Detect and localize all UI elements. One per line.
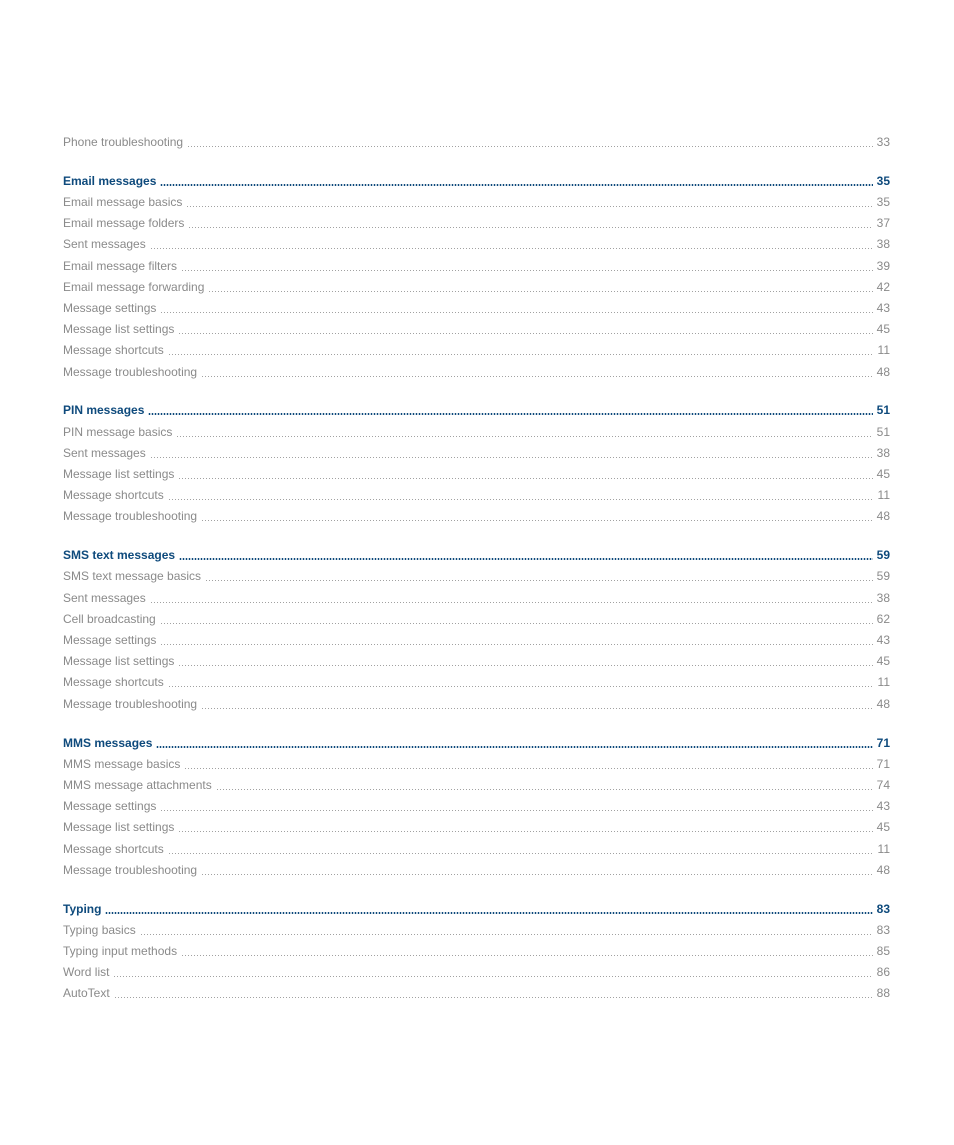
toc-entry-title: Typing [63, 902, 102, 916]
toc-entry-page: 48 [876, 365, 890, 379]
dot-leader [168, 686, 874, 687]
toc-entry[interactable] [63, 862, 890, 878]
toc-entry-page: 83 [876, 923, 890, 937]
toc-entry-page: 59 [876, 569, 890, 583]
toc-entry[interactable] [63, 300, 890, 316]
toc-entry[interactable] [63, 342, 890, 358]
toc-entry-page: 35 [876, 195, 890, 209]
toc-entry-title: Message list settings [63, 820, 175, 834]
toc-entry[interactable] [63, 674, 890, 690]
toc-entry-page: 48 [876, 509, 890, 523]
dot-leader [140, 934, 873, 935]
toc-entry[interactable] [63, 568, 890, 584]
dot-leader [160, 810, 872, 811]
toc-entry-title: Message shortcuts [63, 842, 164, 856]
toc-entry-page: 39 [876, 259, 890, 273]
toc-entry[interactable] [63, 508, 890, 524]
toc-entry-page: 38 [876, 237, 890, 251]
toc-entry-title: MMS message attachments [63, 778, 212, 792]
dot-leader [150, 457, 873, 458]
toc-entry[interactable] [63, 922, 890, 938]
toc-section-heading[interactable] [63, 402, 890, 418]
toc-entry-title: Message shortcuts [63, 675, 164, 689]
toc-entry-page: 85 [876, 944, 890, 958]
toc-entry-title: Message list settings [63, 654, 175, 668]
toc-entry[interactable] [63, 964, 890, 980]
toc-entry-page: 11 [877, 675, 890, 689]
dot-leader [178, 831, 872, 832]
toc-entry-title: PIN message basics [63, 425, 173, 439]
toc-entry[interactable] [63, 696, 890, 712]
toc-entry-page: 11 [877, 842, 890, 856]
toc-entry[interactable] [63, 985, 890, 1001]
toc-entry-page: 11 [877, 343, 890, 357]
dot-leader [201, 520, 873, 521]
toc-entry-page: 62 [876, 612, 890, 626]
dot-leader [188, 227, 872, 228]
dot-leader [178, 665, 872, 666]
toc-section-heading[interactable] [63, 173, 890, 189]
toc-entry[interactable] [63, 236, 890, 252]
dot-leader [187, 146, 873, 147]
dot-leader [186, 206, 872, 207]
toc-entry-title: Message list settings [63, 322, 175, 336]
toc-entry[interactable] [63, 279, 890, 295]
toc-entry-page: 43 [876, 301, 890, 315]
toc-entry-page: 48 [876, 863, 890, 877]
dot-leader [176, 436, 872, 437]
dot-leader [160, 644, 872, 645]
toc-entry-page: 74 [876, 778, 890, 792]
toc-entry-title: Phone troubleshooting [63, 135, 184, 149]
dot-leader [148, 413, 872, 415]
toc-entry-title: Typing basics [63, 923, 136, 937]
dot-leader [181, 955, 873, 956]
toc-entry-page: 33 [876, 135, 890, 149]
toc-entry-title: Message settings [63, 799, 157, 813]
dot-leader [201, 874, 873, 875]
dot-leader [160, 184, 872, 186]
toc-entry[interactable] [63, 798, 890, 814]
toc-entry-page: 43 [876, 633, 890, 647]
toc-section-heading[interactable] [63, 901, 890, 917]
toc-entry-title: Message troubleshooting [63, 697, 198, 711]
toc-entry-title: Typing input methods [63, 944, 178, 958]
toc-section-heading[interactable] [63, 735, 890, 751]
toc-entry-title: AutoText [63, 986, 110, 1000]
toc-entry[interactable] [63, 321, 890, 337]
toc-entry-page: 38 [876, 591, 890, 605]
dot-leader [160, 312, 872, 313]
toc-entry[interactable] [63, 258, 890, 274]
dot-leader [105, 912, 872, 914]
toc-entry-page: 45 [876, 820, 890, 834]
dot-leader [114, 997, 873, 998]
toc-entry-page: 71 [876, 736, 890, 750]
toc-entry-title: Sent messages [63, 237, 146, 251]
toc-entry-page: 43 [876, 799, 890, 813]
toc-entry-title: Message troubleshooting [63, 509, 198, 523]
dot-leader [178, 333, 872, 334]
dot-leader [168, 499, 874, 500]
dot-leader [181, 270, 873, 271]
toc-entry-page: 51 [876, 425, 890, 439]
toc-entry-title: Message list settings [63, 467, 175, 481]
toc-entry-page: 45 [876, 467, 890, 481]
toc-entry-page: 48 [876, 697, 890, 711]
toc-entry-title: MMS messages [63, 736, 153, 750]
toc-entry-page: 83 [876, 902, 890, 916]
toc-entry[interactable] [63, 611, 890, 627]
toc-entry[interactable] [63, 364, 890, 380]
toc-entry-title: Message troubleshooting [63, 863, 198, 877]
toc-section-heading[interactable] [63, 547, 890, 563]
toc-entry[interactable] [63, 590, 890, 606]
toc-entry[interactable] [63, 424, 890, 440]
toc-entry[interactable] [63, 487, 890, 503]
dot-leader [208, 291, 872, 292]
toc-entry[interactable] [63, 194, 890, 210]
toc-entry-page: 35 [876, 174, 890, 188]
toc-entry-page: 37 [876, 216, 890, 230]
toc-entry-page: 38 [876, 446, 890, 460]
dot-leader [201, 376, 873, 377]
dot-leader [216, 789, 873, 790]
toc-entry[interactable] [63, 215, 890, 231]
toc-entry[interactable] [63, 134, 890, 150]
toc-entry-page: 59 [876, 548, 890, 562]
toc-entry-page: 11 [877, 488, 890, 502]
toc-entry-title: SMS text message basics [63, 569, 202, 583]
dot-leader [150, 602, 873, 603]
dot-leader [201, 708, 873, 709]
toc-entry-page: 42 [876, 280, 890, 294]
toc-entry-title: MMS message basics [63, 757, 181, 771]
toc-entry[interactable] [63, 841, 890, 857]
toc-entry-page: 45 [876, 322, 890, 336]
dot-leader [179, 558, 873, 560]
toc-entry[interactable] [63, 653, 890, 669]
dot-leader [150, 248, 873, 249]
toc-entry[interactable] [63, 756, 890, 772]
toc-entry[interactable] [63, 632, 890, 648]
dot-leader [168, 853, 874, 854]
toc-entry-title: PIN messages [63, 403, 145, 417]
toc-entry-title: Message shortcuts [63, 488, 164, 502]
toc-entry-title: Message troubleshooting [63, 365, 198, 379]
toc-entry[interactable] [63, 777, 890, 793]
dot-leader [113, 976, 872, 977]
toc-entry-page: 88 [876, 986, 890, 1000]
dot-leader [156, 746, 872, 748]
toc-entry-title: Email messages [63, 174, 157, 188]
toc-entry-title: Sent messages [63, 591, 146, 605]
toc-entry[interactable] [63, 466, 890, 482]
toc-entry-title: Message settings [63, 301, 157, 315]
toc-entry[interactable] [63, 445, 890, 461]
toc-entry-title: SMS text messages [63, 548, 176, 562]
toc-entry-page: 51 [876, 403, 890, 417]
toc-entry-title: Message shortcuts [63, 343, 164, 357]
toc-entry[interactable] [63, 943, 890, 959]
toc-entry-title: Word list [63, 965, 110, 979]
toc-entry[interactable] [63, 819, 890, 835]
toc-entry-title: Email message filters [63, 259, 178, 273]
toc-entry-title: Sent messages [63, 446, 146, 460]
toc-entry-title: Email message basics [63, 195, 183, 209]
toc-entry-title: Email message forwarding [63, 280, 205, 294]
dot-leader [178, 478, 872, 479]
toc-entry-page: 45 [876, 654, 890, 668]
dot-leader [168, 354, 874, 355]
toc-entry-page: 86 [876, 965, 890, 979]
toc-entry-page: 71 [876, 757, 890, 771]
toc-entry-title: Email message folders [63, 216, 185, 230]
dot-leader [184, 768, 872, 769]
toc-entry-title: Message settings [63, 633, 157, 647]
dot-leader [160, 623, 873, 624]
dot-leader [205, 580, 873, 581]
toc-entry-title: Cell broadcasting [63, 612, 156, 626]
